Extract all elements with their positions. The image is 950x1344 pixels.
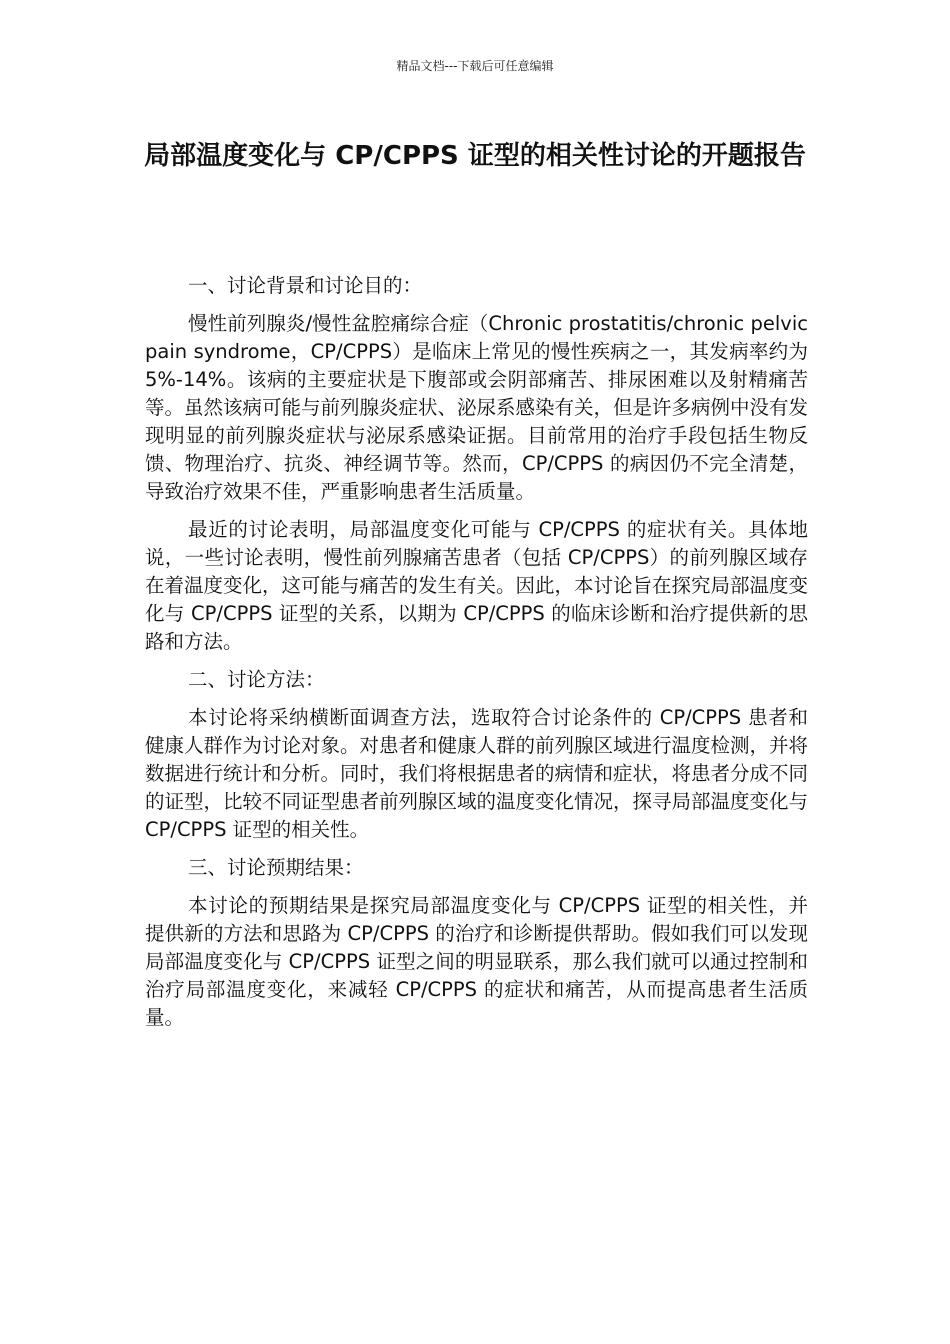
- paragraph-background-2: 最近的讨论表明，局部温度变化可能与 CP/CPPS 的症状有关。具体地说，一些讨论表明，慢性前列腺痛苦患者（包括 CP/CPPS）的前列腺区域存在着温度变化，这可能与痛苦的发生有关。因此，本讨论旨在探究局部温度变化与 CP/CPPS 证型的关系，以期为 CP/CPPS 的临床诊断和治疗提供新的思路和方法。: [145, 518, 809, 653]
- paragraph-methods-1: 本讨论将采纳横断面调查方法，选取符合讨论条件的 CP/CPPS 患者和健康人群作为讨论对象。对患者和健康人群的前列腺区域进行温度检测，并将数据进行统计和分析。同时，我们将根据患者的病情和症状，将患者分成不同的证型，比较不同证型患者前列腺区域的温度变化情况，探寻局部温度变化与 CP/CPPS 证型的相关性。: [145, 706, 809, 841]
- section-heading-background: 一、讨论背景和讨论目的：: [188, 274, 423, 297]
- section-heading-methods: 二、讨论方法：: [188, 668, 325, 691]
- document-body: [145, 272, 808, 1042]
- header-note: 精品文档---下载后可任意编辑: [396, 59, 554, 73]
- paragraph-background-1: 慢性前列腺炎/慢性盆腔痛综合症（Chronic prostatitis/chronic pelvic pain syndrome，CP/CPPS）是临床上常见的慢性疾病之一，其发病率约为 5%-14%。该病的主要症状是下腹部或会阴部痛苦、排尿困难以及射精痛苦等。虽然该病可能与前列腺炎症状、泌尿系感染有关，但是许多病例中没有发现明显的前列腺炎症状与泌尿系感染证据。目前常用的治疗手段包括生物反馈、物理治疗、抗炎、神经调节等。然而，CP/CPPS 的病因仍不完全清楚，导致治疗效果不佳，严重影响患者生活质量。: [145, 312, 809, 503]
- paragraph-expected-results-1: 本讨论的预期结果是探究局部温度变化与 CP/CPPS 证型的相关性，并提供新的方法和思路为 CP/CPPS 的治疗和诊断提供帮助。假如我们可以发现局部温度变化与 CP/CPPS 证型之间的明显联系，那么我们就可以通过控制和治疗局部温度变化，来减轻 CP/CPPS 的症状和痛苦，从而提高患者生活质量。: [145, 894, 808, 1029]
- section-heading-expected-results: 三、讨论预期结果：: [188, 856, 364, 879]
- document-title: 局部温度变化与 CP/CPPS 证型的相关性讨论的开题报告: [144, 141, 806, 171]
